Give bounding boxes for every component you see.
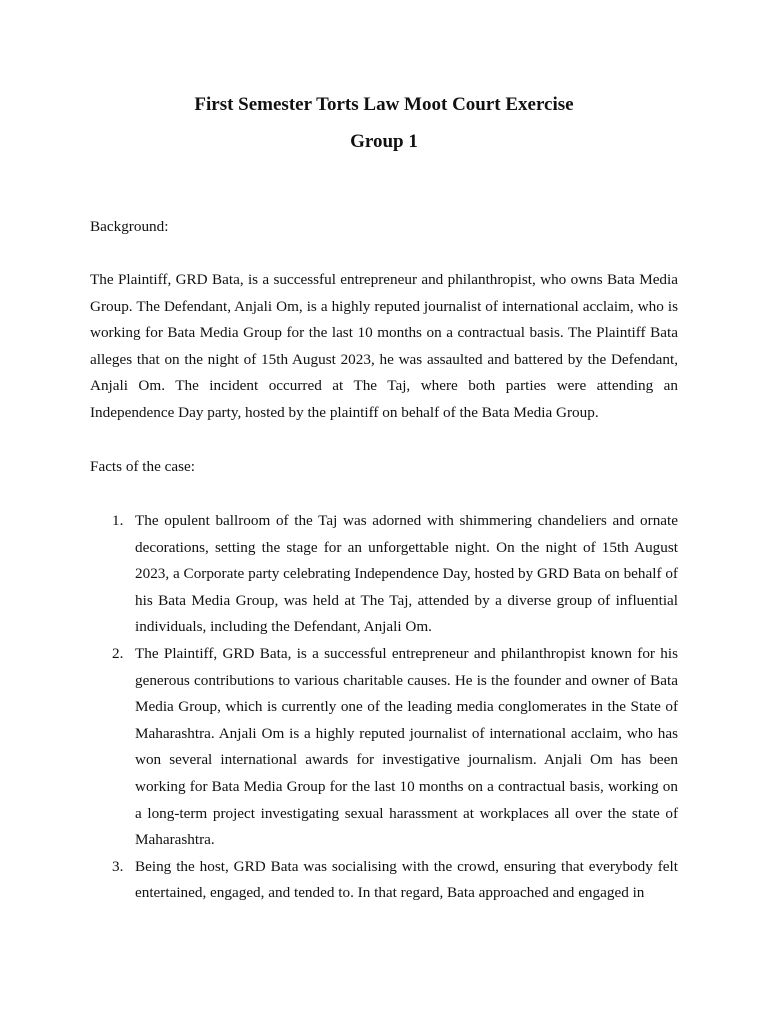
background-heading: Background: <box>90 218 169 235</box>
fact-text: The opulent ballroom of the Taj was adorned with shimmering chandeliers and ornate decorations, setting the stage for an unforgettable night. On the night of 15th August 2023, a Corporate party celebrating Independence Day, hosted by GRD Bata on behalf of his Bata Media Group, was held at The Taj, attended by a diverse group of influential individuals, including the Defendant, Anjali Om. <box>135 512 678 636</box>
fact-text: Being the host, GRD Bata was socialising with the crowd, ensuring that everybody felt entertained, engaged, and tended to. In that regard, Bata approached and engaged in <box>135 857 678 902</box>
fact-item <box>90 641 678 854</box>
fact-item <box>90 508 678 641</box>
fact-number: 3. <box>112 857 124 875</box>
document-title: First Semester Torts Law Moot Court Exercise <box>194 94 574 115</box>
facts-heading: Facts of the case: <box>90 458 196 475</box>
facts-list <box>90 508 678 907</box>
fact-number: 2. <box>112 644 124 662</box>
document-subtitle: Group 1 <box>350 131 418 152</box>
fact-text: The Plaintiff, GRD Bata, is a successful entrepreneur and philanthropist known for his generous contributions to various charitable causes. He is the founder and owner of Bata Media Group, which is currently one of the leading media conglomerates in the State of Maharashtra. Anjali Om is a highly reputed journalist of international acclaim, who has won several international awards for investigative journalism. Anjali Om has been working for Bata Media Group for the last 10 months on a contractual basis, working on a long-term project investigating sexual harassment at workplaces all over the state of Maharashtra. <box>135 644 678 849</box>
background-paragraph: The Plaintiff, GRD Bata, is a successful entrepreneur and philanthropist, who owns Bata Media Group. The Defendant, Anjali Om, is a highly reputed journalist of international acclaim, who is working for Bata Media Group for the last 10 months on a contractual basis. The Plaintiff Bata alleges that on the night of 15th August 2023, he was assaulted and battered by the Defendant, Anjali Om. The incident occurred at The Taj, where both parties were attending an Independence Day party, hosted by the plaintiff on behalf of the Bata Media Group. <box>90 271 678 421</box>
fact-item <box>90 854 678 907</box>
fact-number: 1. <box>112 512 124 529</box>
